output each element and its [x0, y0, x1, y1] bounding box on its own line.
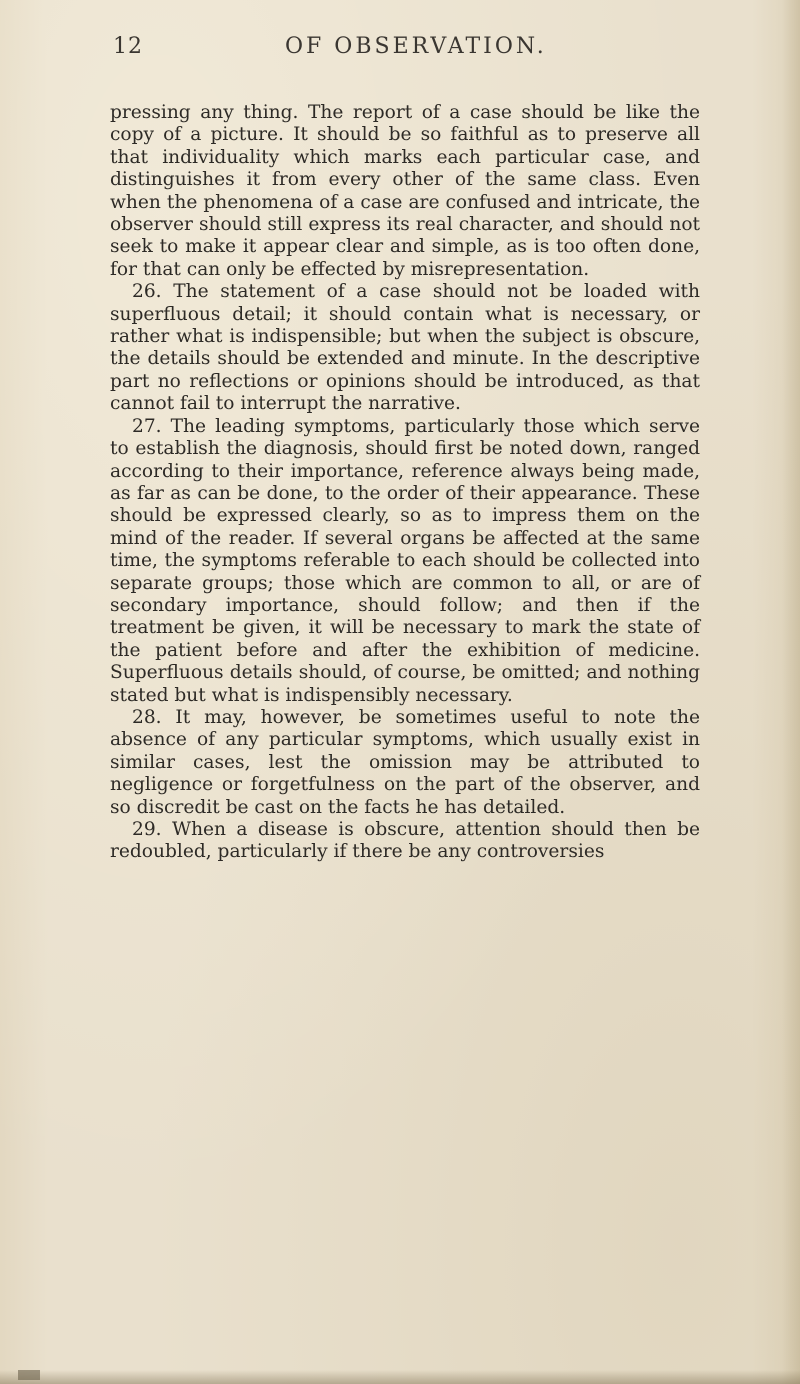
page-bottom-shadow [0, 1370, 800, 1384]
paragraph-continuation: pressing any thing. The report of a case should be like the copy of a picture. It should be so faithful as to preserve all that individuality which marks each particular case, and distinguishes it from every other of the same class. Even when the phenomena of a case are confused and intricate, the observer should still express its real character, and should not seek to make it appear clear and simple, as is too often done, for that can only be effected by misrepresentation. [110, 102, 700, 280]
page-edge-shadow [782, 0, 800, 1384]
page-number: 12 [113, 34, 143, 59]
body-text [110, 102, 700, 864]
binding-mark [18, 1370, 40, 1380]
book-page [110, 30, 700, 864]
paragraph-26: 26. The statement of a case should not be loaded with superfluous detail; it should contain what is necessary, or rather what is indispensible; but when the subject is obscure, the details should be extended and minute. In the descriptive part no reflections or opinions should be introduced, as that cannot fail to interrupt the narrative. [110, 281, 700, 415]
paragraph-27: 27. The leading symptoms, particularly those which serve to establish the diagnosis, should first be noted down, ranged according to their importance, reference always being made, as far as can be done, to the order of their appearance. These should be expressed clearly, so as to impress them on the mind of the reader. If several organs be affected at the same time, the symptoms referable to each should be collected into separate groups; those which are common to all, or are of secondary importance, should follow; and then if the treatment be given, it will be necessary to mark the state of the patient before and after the exhibition of medicine. Superfluous details should, of course, be omitted; and nothing stated but what is indispensibly necessary. [110, 415, 700, 706]
paragraph-28: 28. It may, however, be sometimes useful to note the absence of any particular symptoms, which usually exist in similar cases, lest the omission may be attributed to negligence or forgetfulness on the part of the observer, and so discredit be cast on the facts he has detailed. [110, 706, 700, 818]
running-head [110, 30, 700, 74]
running-title: OF OBSERVATION. [285, 34, 547, 59]
paragraph-29: 29. When a disease is obscure, attention should then be redoubled, particularly if there be any controversies [110, 819, 700, 863]
